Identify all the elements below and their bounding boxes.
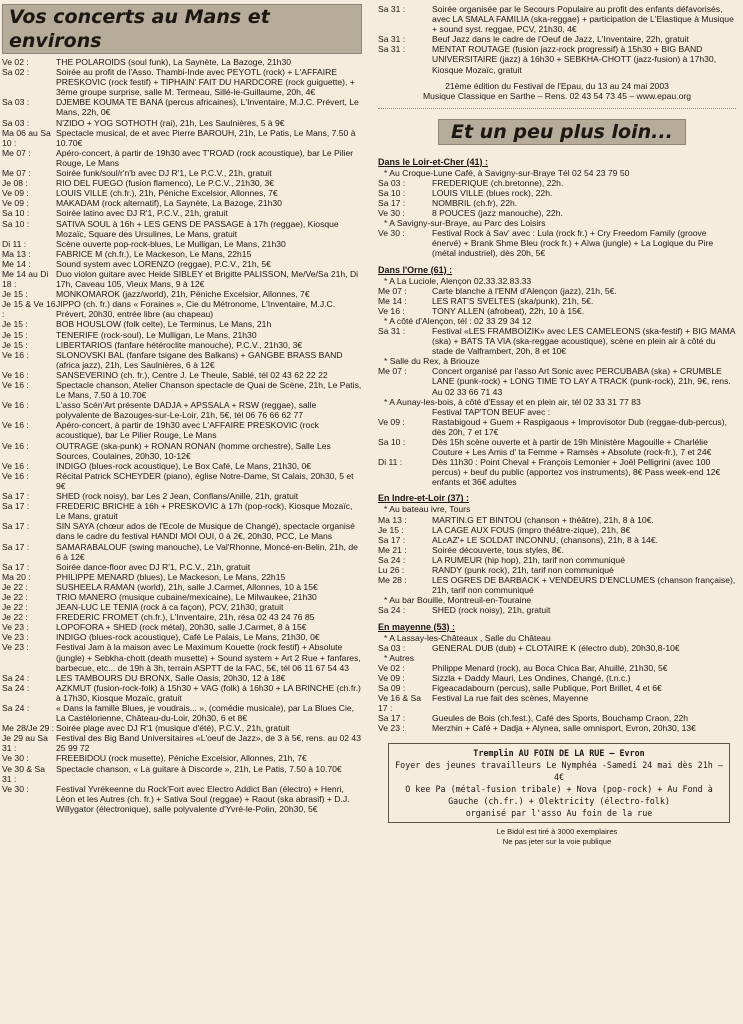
event-description: Philippe Menard (rock), au Boca Chica Bar, Ahuillé, 21h30, 5€ — [432, 662, 668, 673]
event-date: Sa 17 : — [2, 491, 30, 502]
event-date: Sa 10 : — [2, 208, 30, 219]
region-heading: Dans l'Orne (61) : — [378, 264, 453, 275]
event-date: Me 28/Je 29 : — [2, 723, 55, 734]
event-description: Sizzla + Daddy Mauri, Les Ondines, Changé, (t.n.c.) — [432, 672, 631, 683]
event-description: INDIGO (blues-rock acoustique), Le Box Café, Le Mans, 21h30, 0€ — [56, 460, 312, 471]
event-date: Sa 09 : — [378, 682, 406, 693]
event-row — [378, 296, 736, 306]
event-row — [2, 572, 362, 582]
event-description: TRIO MANERO (musique cubaine/mexicaine), Le Milwaukee, 21h30 — [56, 591, 317, 602]
event-row — [2, 542, 362, 562]
event-description: Duo violon guitare avec Heide SIBLEY et Brigitte PALISSON, Me/Ve/Sa 21h, Di 17h, Caveau 105, Vieux Mans, 9 à 12€ — [56, 268, 359, 290]
event-row — [2, 319, 362, 329]
event-description: Apéro-concert, à partir de 19h30 avec L'AFFAIRE PRESKOVIC (rock acoustique), bar Le Pilier Rouge, Le Mans — [56, 420, 319, 441]
event-description: Soirée au profit de l'Asso. Thambi-Inde avec PEYOTL (rock) + L'AFFAIRE PRESKOVIC (rock festif) + TIPHAIN' FAIT DU HARDCORE (rock guiguette), + 3ème groupe surprise, salle M. Termeau, Sillé-le-Guillaume, 20h, 4€ — [56, 67, 355, 98]
event-row — [2, 188, 362, 198]
event-row — [378, 417, 736, 437]
event-description: Festival Yvrékeenne du Rock'Fort avec Electro Addict Ban (électro) + Henri, Léon et les Autres (ch. fr.) + Sativa Soul (reggae) + Raout (ska abrasif) + D.J. Willygator (électronique), salle polyvalente d'Yvré-le-Polin, 20h30, 5€ — [56, 783, 350, 814]
event-row — [378, 535, 736, 545]
event-date: Je 22 : — [2, 581, 28, 592]
event-date: Je 29 au Sa 31 : — [2, 733, 48, 754]
event-row — [2, 461, 362, 471]
event-row — [2, 249, 362, 259]
event-description: TENERIFE (rock-soul), Le Mulligan, Le Mans, 21h30 — [56, 329, 257, 340]
event-row — [378, 34, 736, 44]
event-date: Ve 16 : — [2, 369, 29, 380]
tremplin-box — [388, 743, 730, 823]
event-description: DJEMBE KOUMA TE BANA (percus africaines), L'Inventaire, M.J.C. Prévert, Le Mans, 22h, 0€ — [56, 97, 359, 118]
event-description: L'asso Scén'Art présente DADJA + APSSALA + RSW (reggae), salle polyvalente de Bazouges-sur-Le-Loir, 21h, 5€, tél 06 76 66 62 77 — [56, 400, 317, 421]
event-row — [378, 286, 736, 296]
region-sections — [378, 157, 736, 734]
event-description: Gueules de Bois (ch.fest.), Café des Sports, Bouchamp Craon, 22h — [432, 713, 689, 724]
event-row — [2, 299, 362, 319]
event-row — [378, 723, 736, 733]
event-date: Ve 30 : — [378, 208, 405, 219]
event-description: MONKOMAROK (jazz/world), 21h, Péniche Excelsior, Allonnes, 7€ — [56, 289, 310, 300]
event-row — [2, 683, 362, 703]
event-row — [2, 420, 362, 440]
event-row — [2, 67, 362, 97]
event-description: ALcAZ'+ LE SOLDAT INCONNU, (chansons), 21h, 8 à 14€. — [432, 534, 659, 545]
event-description: JEAN-LUC LE TENIA (rock à ca façon), PCV, 21h30, gratuit — [56, 602, 284, 613]
event-date: Sa 24 : — [2, 682, 30, 693]
footer-print-run: Le Bidul est tiré à 3000 exemplaires — [496, 827, 618, 837]
event-row — [378, 673, 736, 683]
event-description: Festival «LES FRAMBOIZIK» avec LES CAMELEONS (ska-festif) + BIG MAMA (ska) + BATS TA VIA (ska-reggae acoustique), scène en plein air à côté du stade de Valframbert, 20h, 8 et 10€ — [432, 325, 736, 357]
event-description: MAKADAM (rock alternatif), La Saynète, La Bazoge, 21h30 — [56, 198, 282, 209]
event-date: Ve 23 : — [2, 632, 29, 643]
event-row — [2, 602, 362, 612]
event-date: Ve 16 : — [2, 460, 29, 471]
event-description: LA RUMEUR (hip hop), 21h, tarif non communiqué — [432, 554, 625, 565]
venue-line: * Autres — [384, 652, 415, 663]
event-date: Ve 30 : — [2, 753, 29, 764]
event-date: Sa 17 : — [2, 541, 30, 552]
event-date: Sa 17 : — [2, 521, 30, 532]
event-description: FREDERIQUE (ch.bretonne), 22h. — [432, 177, 564, 188]
event-date: Me 14 au Di 18 : — [2, 268, 49, 290]
event-row — [2, 148, 362, 168]
event-description: SATIVA SOUL à 16h + LES GENS DE PASSAGE à 17h (reggae), Kiosque Mozaïc, Square des Ursulines, Le Mans, gratuit — [56, 218, 339, 239]
event-description: N'ZIDO + YOG SOTHOTH (rai), 21h, Les Saulnières, 5 à 9€ — [56, 117, 285, 128]
event-description: FABRICE M (ch.fr.), Le Mackeson, Le Mans, 22h15 — [56, 248, 252, 259]
epau-festival-note — [378, 81, 736, 102]
event-date: Je 22 : — [2, 591, 28, 602]
event-date: Sa 10 : — [2, 218, 30, 229]
event-row — [378, 306, 736, 316]
event-row — [2, 764, 362, 784]
event-description: Festival La rue fait des scènes, Mayenne — [432, 693, 589, 704]
event-date: Ve 16 : — [2, 440, 29, 451]
event-description: Apéro-concert, à partir de 19h30 avec T'ROAD (rock acoustique), bar Le Pilier Rouge, Le Mans — [56, 147, 354, 168]
event-description: FREDERIC FROMET (ch.fr.), L'Inventaire, 21h, résa 02 43 24 76 85 — [56, 612, 315, 623]
event-description: JIPPO (ch. fr.) dans « Foraines », Cie du Métronome, L'Inventaire, M.J.C. Prévert, 20h30, entrée libre (au chapeau) — [56, 299, 336, 320]
event-row — [2, 642, 362, 672]
event-row — [2, 289, 362, 299]
event-date: Ve 02 : — [378, 662, 405, 673]
event-date: Je 22 : — [2, 612, 28, 623]
region-heading: Dans le Loir-et-Cher (41) : — [378, 156, 489, 167]
event-description: TONY ALLEN (afrobeat), 22h, 10 à 15€. — [432, 305, 585, 316]
event-date: Me 07 : — [2, 168, 31, 179]
event-description: FREEBIDOU (rock musette), Péniche Excelsior, Allonnes, 21h, 7€ — [56, 753, 307, 764]
event-row — [2, 57, 362, 67]
event-date: Ve 30 & Sa 31 : — [2, 763, 46, 784]
event-row — [378, 198, 736, 208]
event-date: Ve 23 : — [2, 622, 29, 633]
event-date: Sa 17 : — [2, 561, 30, 572]
event-row — [378, 208, 736, 218]
event-description: BOB HOUSLOW (folk celte), Le Terminus, Le Mans, 21h — [56, 319, 272, 330]
event-description: Festival des Big Band Universitaires «L'oeuf de Jazz», de 3 à 5€, rens. au 02 43 25 99 72 — [56, 733, 361, 754]
left-column — [2, 4, 362, 814]
event-date: Ma 13 : — [2, 248, 31, 259]
event-description: Soirée latino avec DJ R'1, P.C.V., 21h, gratuit — [56, 208, 228, 219]
event-date: Ve 23 : — [378, 723, 405, 734]
event-description: LOUIS VILLE (ch.fr.), 21h, Péniche Excelsior, Allonnes, 7€ — [56, 188, 278, 199]
event-description: Festival Jam à la maison avec Le Maximum Kouette (rock festif) + Absolute (jungle) + Sebkha-chott (death musette) + Sound system + Art 2 Rue + fanfares, barbecue, etc... de 19h à 3h, terrain ASPTT de la FAC, 5€, tél 06 11 67 54 43 — [56, 642, 361, 673]
event-description: Merzhin + Café + Dadja + Alynea, salle omnisport, Evron, 20h30, 13€ — [432, 723, 696, 734]
event-row — [378, 228, 736, 258]
event-row — [2, 612, 362, 622]
event-date: Di 11 : — [378, 457, 403, 468]
venue-line: * A Aunay-les-bois, à côté d'Essay et en plein air, tél 02 33 31 77 83 — [384, 396, 641, 407]
event-date: Sa 10 : — [378, 437, 406, 447]
event-description: Dès 11h30 : Point Cheval + François Lemonier + Joël Pelligrini (avec 100 percus) + beuf du public (apportez vos instruments), 8€ Pass week-end 12€ enfants et 36€ adultes — [432, 457, 721, 488]
left-event-list — [2, 57, 362, 814]
venue-line: * A La Luciole, Alençon 02.33.32.83.33 — [384, 275, 532, 286]
event-description: INDIGO (blues-rock acoustique), Café Le Palais, Le Mans, 21h30, 0€ — [56, 632, 320, 643]
tremplin-venue: Foyer des jeunes travailleurs Le Nymphéa -Samedi 24 mai dès 21h – 4€ — [395, 760, 723, 783]
event-description: LES OGRES DE BARBACK + VENDEURS D'ENCLUMES (chanson française), 21h, tarif non communiqué — [432, 575, 736, 596]
event-date: Je 15 & Ve 16 : — [2, 299, 56, 320]
event-date: Sa 24 : — [2, 703, 30, 713]
event-date: Sa 17 : — [378, 713, 406, 724]
event-row — [2, 330, 362, 340]
event-row — [2, 592, 362, 602]
event-date: Ve 16 : — [2, 400, 29, 411]
event-date: Me 21 : — [378, 544, 407, 555]
event-date: Ve 16 : — [2, 380, 29, 390]
event-row — [2, 380, 362, 400]
event-date: Sa 17 : — [378, 197, 406, 208]
event-date: Sa 17 : — [378, 534, 406, 545]
event-row — [378, 366, 736, 396]
event-date: Je 08 : — [2, 178, 28, 189]
event-row — [378, 437, 736, 457]
event-date: Sa 03 : — [378, 642, 406, 653]
event-row — [2, 784, 362, 814]
epau-line-1: 21ème édition du Festival de l'Epau, du 13 au 24 mai 2003 — [445, 80, 669, 91]
event-date: Ve 23 : — [2, 642, 29, 653]
event-date: Me 14 : — [2, 258, 31, 269]
event-date: Ve 16 : — [378, 305, 405, 316]
tremplin-title: Tremplin AU FOIN DE LA RUE – Evron — [473, 748, 645, 759]
event-description: SANSEVERINO (ch. fr.), Centre J. Le Theule, Sablé, tél 02 43 62 22 22 — [56, 369, 328, 380]
region-heading: En Indre-et-Loir (37) : — [378, 493, 470, 504]
event-row — [2, 521, 362, 541]
event-description: Beuf Jazz dans le cadre de l'Oeuf de Jazz, L'Inventaire, 22h, gratuit — [432, 34, 689, 45]
event-row — [2, 632, 362, 642]
event-date: Me 07 : — [2, 147, 31, 158]
event-description: FREDERIC BRICHE à 16h + PRESKOVIC à 17h (pop-rock), Kiosque Mozaïc, Le Mans, gratuit — [56, 501, 353, 522]
event-row — [378, 326, 736, 356]
event-description: AZKMUT (fusion-rock-folk) à 15h30 + VAG (folk) à 16h30 + LA BRINCHE (ch.fr.) à 17h30, Kiosque Mozaïc, gratuit — [56, 682, 361, 703]
event-description: SUSHEELA RAMAN (world), 21h, salle J.Carmet, Allonnes, 10 à 15€ — [56, 581, 318, 592]
event-date: Sa 03 : — [2, 117, 30, 128]
event-date: Sa 03 : — [2, 97, 30, 108]
event-date: Di 11 : — [2, 238, 27, 249]
event-date: Sa 10 : — [378, 187, 406, 198]
event-date: Sa 31 : — [378, 325, 406, 336]
event-description: Récital Patrick SCHEYDER (piano), église Notre-Dame, St Calais, 20h30, 5 et 9€ — [56, 470, 354, 491]
event-description: LOPOFORA + SHED (rock métal), 20h30, salle J.Carmet, 8 à 15€ — [56, 622, 307, 633]
event-date: Ve 09 : — [378, 672, 405, 683]
event-date: Me 07 : — [378, 285, 407, 296]
event-row — [2, 239, 362, 249]
event-description: Dès 15h scène ouverte et à partir de 19h Ministère Magouille + Charlélie Couture + Les Amis d' ta Femme + Ramsès + Absolute (rock-fr.), 7 et 24€ — [432, 437, 712, 458]
event-description: Carte blanche à l'ENM d'Alençon (jazz), 21h, 5€. — [432, 285, 617, 296]
event-description: Concert organisé par l'asso Art Sonic avec PERCUBABA (ska) + CRUMBLE LANE (punk-rock) + LONG TIME TO LAY A TRACK (punk-rock), 21h, 9€, rens. Au 02 33 66 71 43 — [432, 366, 731, 397]
event-description: Soirée dance-floor avec DJ R'1, P.C.V., 21h, gratuit — [56, 561, 251, 572]
event-row — [2, 269, 362, 289]
right-column — [378, 4, 736, 846]
event-description: Soirée découverte, tous styles, 8€. — [432, 544, 564, 555]
event-row — [378, 683, 736, 693]
tremplin-lineup: O kee Pa (métal-fusion tribale) + Nova (pop-rock) + Au Fond à Gauche (ch.fr.) + Olektricity (électro-folk) — [405, 784, 713, 807]
event-description: Spectacle musical, de et avec Pierre BAROUH, 21h, Le Patis, Le Mans, 7.50 à 10.70€ — [56, 127, 356, 148]
event-description: MENTAT ROUTAGE (fusion jazz-rock progressif) à 15h30 + BIG BAND UNIVERSITAIRE (jazz) à 16h30 + SEBKHA-CHOTT (jazz-fusion) à 17h30, Kiosque Mozaïc, gratuit — [432, 44, 717, 75]
event-date: Me 14 : — [378, 295, 407, 306]
event-date: Sa 31 : — [378, 4, 406, 14]
event-description: Sound system avec LORENZO (reggae), P.C.V., 21h, 5€ — [56, 258, 271, 269]
event-row — [2, 370, 362, 380]
event-row — [378, 643, 736, 653]
event-description: RIO DEL FUEGO (fusion flamenco), Le P.C.V., 21h30, 3€ — [56, 178, 274, 189]
event-date: Sa 31 : — [378, 44, 406, 55]
event-description: 8 POUCES (jazz manouche), 22h. — [432, 208, 563, 219]
event-description: SHED (rock noisy), bar Les 2 Jean, Conflans/Anille, 21h, gratuit — [56, 491, 299, 502]
event-row — [2, 733, 362, 753]
event-row — [378, 555, 736, 565]
event-date: Ve 09 : — [378, 416, 405, 427]
event-row — [378, 407, 736, 417]
event-row — [2, 703, 362, 723]
event-date — [378, 407, 432, 417]
event-date: Ve 16 : — [2, 470, 29, 481]
event-description: GENERAL DUB (dub) + CLOTAIRE K (électro dub), 20h30,8-10€ — [432, 642, 680, 653]
event-row — [2, 340, 362, 350]
event-description: SAMARABALOUF (swing manouche), Le Val'Rhonne, Moncé-en-Belin, 21h, de 6 à 12€ — [56, 541, 358, 562]
event-row — [2, 501, 362, 521]
event-description: Spectacle chanson, « La guitare à Discorde », 21h, Le Patis, 7.50 à 10.70€ — [56, 763, 342, 774]
event-row — [378, 525, 736, 535]
event-date: Sa 17 : — [2, 501, 30, 512]
event-description: SIN SAYA (chœur ados de l'Ecole de Musique de Changé), spectacle organisé dans le cadre du festival HANDI MOI OUI, 0 à 2€, 20h30, PCC, Le Mans — [56, 521, 355, 542]
event-row — [2, 582, 362, 592]
event-row — [2, 178, 362, 188]
event-date: Sa 03 : — [378, 177, 406, 188]
event-row — [2, 441, 362, 461]
event-row — [2, 259, 362, 269]
region-heading: En mayenne (53) : — [378, 621, 456, 632]
footer-note — [378, 827, 736, 846]
event-description: « Dans la famille Blues, je voudrais... », (comédie musicale), par La Blues Cie, La Castélorienne, Château-du-Loir, 20h30, 6 et 8€ — [56, 703, 355, 724]
event-date: Ve 09 : — [2, 198, 29, 209]
event-date: Ma 06 au Sa 10 : — [2, 127, 51, 148]
event-date: Je 15 : — [2, 319, 28, 330]
event-date: Sa 24 : — [378, 605, 406, 616]
event-description: Soirée funk/soul/r'n'b avec DJ R'1, Le P.C.V., 21h, gratuit — [56, 168, 272, 179]
event-description: RANDY (punk rock), 21h, tarif non communiqué — [432, 565, 614, 576]
event-row — [2, 491, 362, 501]
event-row — [378, 713, 736, 723]
event-date: Ve 16 & Sa 17 : — [378, 693, 422, 714]
event-row — [378, 545, 736, 555]
event-description: Rastabigoud + Guem + Raspigaous + Improvisotor Dub (reggae-dub-percus), dès 20h, 7 et 17€ — [432, 416, 727, 437]
event-row — [378, 188, 736, 198]
event-date: Je 15 : — [2, 289, 28, 300]
epau-line-2: Musique Classique en Sarthe – Rens. 02 43 54 73 45 – www.epau.org — [422, 91, 691, 102]
event-date: Ve 30 : — [378, 228, 405, 239]
left-banner-title: Vos concerts au Mans et environs — [2, 4, 362, 54]
event-row — [2, 208, 362, 218]
event-row — [2, 118, 362, 128]
venue-line: * Salle du Rex, à Briouze — [384, 356, 480, 367]
right-top-event-list — [378, 4, 736, 75]
event-description: Figeacadabourn (percus), salle Publique, Port Brillet, 4 et 6€ — [432, 682, 662, 693]
event-date: Ve 16 : — [2, 349, 29, 360]
event-description: Soirée plage avec DJ R'1 (musique d'été), P.C.V., 21h, gratuit — [56, 723, 290, 734]
event-row — [2, 622, 362, 632]
event-row — [378, 178, 736, 188]
event-date: Me 28 : — [378, 575, 407, 586]
event-description: Soirée organisée par le Secours Populaire au profit des enfants défavorisés, avec LA SMALA FAMILIA (ska-reggae) + participation de L'Elastique à Musique + sound syst. reggae, PCV, 21h30, 4€ — [432, 4, 734, 35]
event-row — [2, 219, 362, 239]
venue-line: * Au bar Bouille, Montreuil-en-Touraine — [384, 595, 532, 606]
event-row — [2, 723, 362, 733]
event-date: Ve 09 : — [2, 188, 29, 199]
event-date: Lu 26 : — [378, 565, 405, 576]
event-row — [378, 575, 736, 595]
event-row — [2, 350, 362, 370]
event-date: Ve 02 : — [2, 57, 29, 67]
event-description: LOUIS VILLE (blues rock), 22h. — [432, 187, 553, 198]
footer-disposal: Ne pas jeter sur la voie publique — [502, 836, 612, 846]
event-row — [2, 168, 362, 178]
event-row — [378, 663, 736, 673]
event-date: Me 07 : — [378, 366, 407, 377]
venue-line: * A Lassay-les-Châteaux , Salle du Château — [384, 632, 551, 643]
event-row — [378, 605, 736, 615]
event-description: SLONOVSKI BAL (fanfare tsigane des Balkans) + GANGBE BRASS BAND (africa jazz), 21h, Les Saulnières, 6 à 12€ — [56, 349, 343, 370]
event-date: Je 15 : — [2, 329, 28, 340]
venue-line: * Au Croque-Lune Café, à Savigny-sur-Braye Tél 02 54 23 79 50 — [384, 167, 630, 178]
venue-line: * A Savigny-sur-Braye, au Parc des Loisirs — [384, 218, 546, 229]
event-description: PHILIPPE MENARD (blues), Le Mackeson, Le Mans, 22h15 — [56, 571, 286, 582]
event-date: Sa 24 : — [378, 554, 406, 565]
event-row — [2, 471, 362, 491]
event-row — [378, 4, 736, 34]
event-date: Sa 31 : — [378, 34, 406, 45]
event-description: SHED (rock noisy), 21h, gratuit — [432, 605, 551, 616]
event-date: Ma 13 : — [378, 514, 407, 525]
event-description: Festival TAP'TON BEUF avec : — [432, 406, 551, 417]
event-row — [2, 97, 362, 117]
event-row — [2, 673, 362, 683]
divider — [378, 108, 736, 109]
event-description: MARTIN.G ET BINTOU (chanson + théâtre), 21h, 8 à 10€. — [432, 514, 654, 525]
event-row — [2, 562, 362, 572]
event-date: Je 22 : — [2, 602, 28, 613]
event-description: NOMBRIL (ch.fr), 22h. — [432, 197, 518, 208]
event-date: Ve 16 : — [2, 420, 29, 431]
event-date: Ve 30 : — [2, 783, 29, 794]
venue-line: * Au bateau ivre, Tours — [384, 504, 471, 515]
event-row — [378, 565, 736, 575]
event-date: Je 15 : — [378, 524, 404, 535]
event-row — [378, 693, 736, 713]
event-row — [2, 753, 362, 763]
event-description: LES RAT'S SVELTES (ska/punk), 21h, 5€. — [432, 295, 594, 306]
event-row — [378, 457, 736, 487]
right-banner-title: Et un peu plus loin... — [438, 119, 686, 145]
event-description: LA CAGE AUX FOUS (impro théâtre-zique), 21h, 8€ — [432, 524, 631, 535]
event-description: Spectacle chanson, Atelier Chanson spectacle de Quai de Scène, 21h, Le Patis, Le Mans, 7.50 à 10.70€ — [56, 380, 362, 401]
event-row — [2, 198, 362, 208]
event-description: OUTRAGE (ska-punk) + RONAN RONAN (homme orchestre), Salle Les Sources, Coulaines, 20h30, 10-12€ — [56, 440, 331, 461]
event-date: Sa 02 : — [2, 67, 30, 78]
event-description: Scène ouverte pop-rock-blues, Le Mulligan, Le Mans, 21h30 — [56, 238, 286, 249]
event-row — [378, 44, 736, 74]
tremplin-organizer: organisé par l'asso Au foin de la rue — [465, 808, 653, 819]
event-description: Festival Rock à Sav' avec : Lula (rock fr.) + Cry Freedom Family (groove énervé) + Brank Shme Bleu (rock fr.) + Aïwa (jungle) + La Logique du Pire (métal industriel), dès 20h, 5€ — [432, 228, 714, 259]
event-description: LIBERTARIOS (fanfare hétéroclite manouche), P.C.V., 21h30, 3€ — [56, 339, 303, 350]
venue-line: * A côté d'Alençon, tél : 02 33 29 34 12 — [384, 315, 532, 326]
event-date: Sa 24 : — [2, 672, 30, 683]
event-row — [2, 128, 362, 148]
event-row — [378, 515, 736, 525]
event-description: LES TAMBOURS DU BRONX, Salle Oasis, 20h30, 12 à 18€ — [56, 672, 286, 683]
event-row — [2, 400, 362, 420]
event-date: Ma 20 : — [2, 571, 31, 582]
event-description: THE POLAROIDS (soul funk), La Saynète, La Bazoge, 21h30 — [56, 57, 292, 67]
event-date: Je 15 : — [2, 339, 28, 350]
